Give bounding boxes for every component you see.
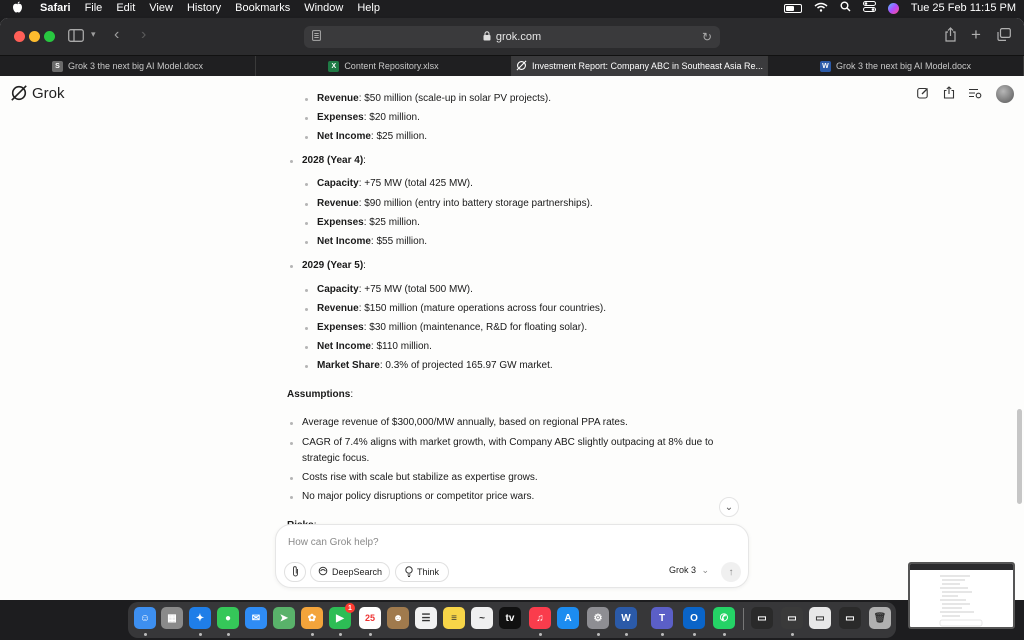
bullet-marker	[305, 98, 308, 101]
list-item-text: : $110 million.	[370, 341, 432, 352]
dock-glyph: ▦	[167, 612, 177, 624]
list-item-label: Expenses	[317, 112, 364, 123]
share-icon[interactable]	[944, 27, 957, 45]
menu-window[interactable]: Window	[304, 2, 344, 14]
running-indicator	[144, 633, 147, 636]
composer	[275, 524, 749, 588]
list-item	[317, 217, 420, 228]
list-item-label: Net Income	[317, 236, 371, 247]
bullet-marker	[290, 422, 293, 425]
menu-bar	[0, 0, 1024, 16]
list-item-label: 2028 (Year 4)	[302, 155, 364, 166]
list-item-text: CAGR of 7.4% aligns with market growth, with Company ABC slightly outpacing at 8% due to	[302, 437, 714, 448]
tab-overview-icon[interactable]	[997, 28, 1011, 44]
think-label: Think	[416, 567, 439, 577]
list-item-text: : $30 million (maintenance, R&D for floating solar).	[363, 322, 588, 333]
window-thumb-4-icon[interactable]	[839, 607, 861, 629]
menu-history[interactable]: History	[186, 2, 222, 14]
notification-badge: 1	[345, 603, 355, 613]
dock-glyph: 25	[364, 613, 375, 623]
safari-icon[interactable]	[189, 607, 211, 629]
list-item-text: : +75 MW (total 425 MW).	[358, 178, 473, 189]
menu-bookmarks[interactable]: Bookmarks	[235, 2, 291, 14]
list-item-label: Capacity	[317, 178, 359, 189]
list-item-label: Expenses	[317, 217, 364, 228]
list-item	[302, 155, 366, 166]
list-item-text: : 0.3% of projected 165.97 GW market.	[379, 360, 553, 371]
menu-help[interactable]: Help	[357, 2, 380, 14]
list-item	[302, 417, 628, 428]
scroll-to-bottom-button[interactable]: ⌄	[719, 497, 739, 517]
menu-edit[interactable]: Edit	[116, 2, 136, 14]
list-item-text: : $50 million (scale-up in solar PV projects).	[358, 93, 551, 104]
list-item	[317, 360, 553, 371]
running-indicator	[693, 633, 696, 636]
trash-icon[interactable]	[869, 607, 891, 629]
running-indicator	[723, 633, 726, 636]
bullet-marker	[290, 265, 293, 268]
scrollbar[interactable]	[1017, 409, 1022, 504]
list-item	[302, 491, 534, 502]
excel-icon: X	[328, 61, 339, 72]
close-window-button[interactable]	[14, 31, 25, 42]
bullet-marker	[305, 136, 308, 139]
dock-glyph: ▭	[757, 612, 767, 624]
dock-glyph: ➤	[279, 612, 289, 624]
tab-grok-docx-word[interactable]	[768, 56, 1024, 76]
new-chat-icon[interactable]	[917, 87, 929, 102]
tab-label: Content Repository.xlsx	[344, 61, 439, 71]
dock-glyph: ⚙	[593, 612, 603, 624]
running-indicator	[311, 633, 314, 636]
tab-label: Grok 3 the next big AI Model.docx	[835, 61, 972, 71]
dock-glyph: tv	[505, 612, 515, 624]
dock-glyph: O	[690, 612, 698, 624]
running-indicator	[199, 633, 202, 636]
dock-glyph: ☺	[139, 612, 151, 624]
attach-button[interactable]	[284, 562, 306, 582]
grok-icon	[516, 60, 527, 73]
tab-content-repository[interactable]	[256, 56, 512, 76]
list-item	[317, 198, 593, 209]
list-item	[317, 284, 473, 295]
bullet-marker	[305, 241, 308, 244]
bullet-marker	[290, 442, 293, 445]
dock-glyph: ✉	[251, 612, 261, 624]
grok-page	[0, 76, 1024, 600]
list-item	[317, 131, 427, 142]
list-item	[317, 236, 427, 247]
settings-icon[interactable]	[587, 607, 609, 629]
model-label: Grok 3	[669, 565, 697, 575]
think-button[interactable]	[395, 562, 449, 582]
dock-glyph: A	[564, 612, 572, 624]
deepsearch-icon	[318, 566, 328, 578]
list-item	[317, 322, 587, 333]
contacts-icon[interactable]	[387, 607, 409, 629]
list-item-label: Net Income	[317, 131, 371, 142]
bullet-marker	[305, 308, 308, 311]
tab-label: Grok 3 the next big AI Model.docx	[67, 61, 204, 71]
avatar[interactable]	[996, 85, 1014, 103]
deepsearch-button[interactable]	[310, 562, 390, 582]
dock-separator	[743, 608, 744, 630]
send-button[interactable]	[721, 562, 741, 582]
model-selector[interactable]	[669, 565, 709, 576]
lock-icon	[483, 31, 491, 44]
list-item	[317, 178, 473, 189]
menu-datetime[interactable]: Tue 25 Feb 11:15 PM	[910, 2, 1016, 14]
bullet-marker	[305, 222, 308, 225]
list-item-label: 2029 (Year 5)	[302, 260, 364, 271]
list-item	[317, 341, 432, 352]
list-item-label: Net Income	[317, 341, 371, 352]
dock	[128, 602, 896, 638]
dock-glyph: ▭	[845, 612, 855, 624]
reminders-icon[interactable]	[415, 607, 437, 629]
notes-icon[interactable]	[443, 607, 465, 629]
bullet-marker	[305, 289, 308, 292]
list-item-text: : $150 million (mature operations across four countries).	[358, 303, 607, 314]
list-item	[302, 453, 369, 464]
dock-glyph: 🗑	[873, 612, 887, 624]
list-item	[317, 303, 606, 314]
dock-glyph: ✆	[719, 612, 729, 624]
bullet-marker	[305, 117, 308, 120]
launchpad-icon[interactable]	[161, 607, 183, 629]
arrow-up-icon: ↑	[728, 566, 734, 578]
appstore-icon[interactable]	[557, 607, 579, 629]
bullet-marker	[305, 183, 308, 186]
battery-icon[interactable]	[784, 4, 802, 13]
grok-logo-icon	[10, 84, 28, 102]
list-item-text: : $20 million.	[363, 112, 420, 123]
list-item-text: : $55 million.	[370, 236, 428, 247]
list-item	[317, 93, 551, 104]
list-item-text: strategic focus.	[302, 453, 370, 464]
running-indicator	[339, 633, 342, 636]
dock-glyph: ●	[224, 612, 232, 624]
list-item-text: : $90 million (entry into battery storage partnerships).	[358, 198, 593, 209]
list-item	[302, 260, 366, 271]
menu-file[interactable]: File	[84, 2, 103, 14]
window-thumb-3-icon[interactable]	[809, 607, 831, 629]
running-indicator	[227, 633, 230, 636]
messages-icon[interactable]	[217, 607, 239, 629]
dock-glyph: ▶	[336, 612, 344, 624]
dock-glyph: ✿	[307, 612, 317, 624]
list-item-text: :	[363, 155, 366, 166]
spotlight-search-icon[interactable]	[840, 1, 851, 15]
running-indicator	[661, 633, 664, 636]
back-button[interactable]: ‹	[114, 26, 120, 43]
bullet-marker	[290, 160, 293, 163]
list-item-text: : $25 million.	[363, 217, 420, 228]
list-item-text: Costs rise with scale but stabilize as expertise grows.	[302, 472, 538, 483]
dock-glyph: ~	[479, 612, 485, 624]
window-thumb-1-icon[interactable]	[751, 607, 773, 629]
running-indicator	[369, 633, 372, 636]
bullet-marker	[290, 477, 293, 480]
list-item-label: Market Share	[317, 360, 380, 371]
scrivener-icon: S	[52, 61, 63, 72]
list-item-label: Revenue	[317, 303, 359, 314]
bullet-marker	[305, 203, 308, 206]
outlook-icon[interactable]	[683, 607, 705, 629]
section-heading	[287, 389, 353, 400]
list-item-text: :	[350, 389, 354, 400]
finder-icon[interactable]	[134, 607, 156, 629]
bullet-marker	[305, 327, 308, 330]
tab-bar	[0, 55, 1024, 76]
address-bar[interactable]	[304, 26, 720, 48]
forward-button[interactable]: ›	[141, 26, 147, 43]
calendar-icon[interactable]	[359, 607, 381, 629]
tab-grok-docx[interactable]	[0, 56, 256, 76]
chat-input[interactable]: How can Grok help?	[288, 537, 379, 548]
url-text: grok.com	[495, 31, 542, 43]
dock-glyph: ✦	[195, 612, 205, 624]
dock-glyph: ≡	[451, 612, 457, 624]
list-item	[302, 437, 713, 448]
list-item-label: Revenue	[317, 93, 359, 104]
teams-icon[interactable]	[651, 607, 673, 629]
new-tab-icon[interactable]: +	[971, 25, 981, 44]
browser-toolbar	[0, 18, 1024, 55]
list-item	[317, 112, 420, 123]
running-indicator	[791, 633, 794, 636]
freeform-icon[interactable]	[471, 607, 493, 629]
page-actions	[917, 85, 1014, 103]
apple-icon[interactable]	[8, 1, 26, 16]
dock-glyph: T	[658, 612, 666, 624]
dock-glyph: ▭	[787, 612, 797, 624]
list-item-label: Capacity	[317, 284, 359, 295]
lightbulb-icon	[405, 566, 413, 579]
list-item-text: :	[363, 260, 366, 271]
photos-icon[interactable]	[301, 607, 323, 629]
control-center-icon[interactable]	[863, 1, 876, 15]
share-conversation-icon[interactable]	[943, 86, 955, 102]
whatsapp-icon[interactable]	[713, 607, 735, 629]
word-icon: W	[820, 61, 831, 72]
zoom-window-button[interactable]	[44, 31, 55, 42]
facetime-icon[interactable]	[329, 604, 352, 629]
list-item-text: : +75 MW (total 500 MW).	[358, 284, 473, 295]
running-indicator	[539, 633, 542, 636]
window-preview-thumbnail[interactable]	[908, 562, 1015, 629]
appletv-icon[interactable]	[499, 607, 521, 629]
list-item-text: : $25 million.	[370, 131, 428, 142]
bullet-marker	[305, 365, 308, 368]
list-item-label: Revenue	[317, 198, 359, 209]
list-item-label: Expenses	[317, 322, 364, 333]
list-item	[302, 472, 538, 483]
window-thumb-2-icon[interactable]	[781, 607, 803, 629]
mail-icon[interactable]	[245, 607, 267, 629]
running-indicator	[597, 633, 600, 636]
menu-view[interactable]: View	[149, 2, 173, 14]
siri-icon[interactable]	[888, 3, 899, 14]
dock-glyph: W	[621, 612, 631, 624]
sidebar-toggle-icon[interactable]	[68, 29, 84, 45]
dock-glyph: ♫	[536, 612, 544, 624]
menu-app-name[interactable]: Safari	[40, 2, 71, 14]
tab-investment-report[interactable]	[512, 56, 768, 76]
safari-window	[0, 18, 1024, 600]
running-indicator	[625, 633, 628, 636]
chevron-down-icon: ⌄	[701, 565, 710, 575]
dock-glyph: ☰	[421, 612, 431, 624]
list-item-text: No major policy disruptions or competitor price wars.	[302, 491, 535, 502]
bullet-marker	[290, 496, 293, 499]
dock-glyph: ▭	[815, 612, 825, 624]
list-item-text: Average revenue of $300,000/MW annually, based on regional PPA rates.	[302, 417, 628, 428]
history-icon[interactable]	[969, 87, 982, 102]
dock-glyph: ☻	[392, 612, 404, 624]
bullet-marker	[305, 346, 308, 349]
word-icon[interactable]	[615, 607, 637, 629]
reader-icon[interactable]	[312, 30, 321, 44]
deepsearch-label: DeepSearch	[331, 567, 383, 577]
paperclip-icon	[291, 565, 300, 579]
wifi-icon[interactable]	[814, 2, 828, 15]
reload-icon[interactable]: ↻	[701, 30, 712, 44]
grok-logo-text: Grok	[32, 84, 65, 102]
chevron-down-icon[interactable]: ▾	[91, 29, 96, 39]
grok-logo[interactable]	[10, 84, 65, 102]
maps-icon[interactable]	[273, 607, 295, 629]
list-item-label: Assumptions	[287, 389, 351, 400]
minimize-window-button[interactable]	[29, 31, 40, 42]
tab-label: Investment Report: Company ABC in Southeast Asia Re...	[531, 61, 764, 71]
music-icon[interactable]	[529, 607, 551, 629]
